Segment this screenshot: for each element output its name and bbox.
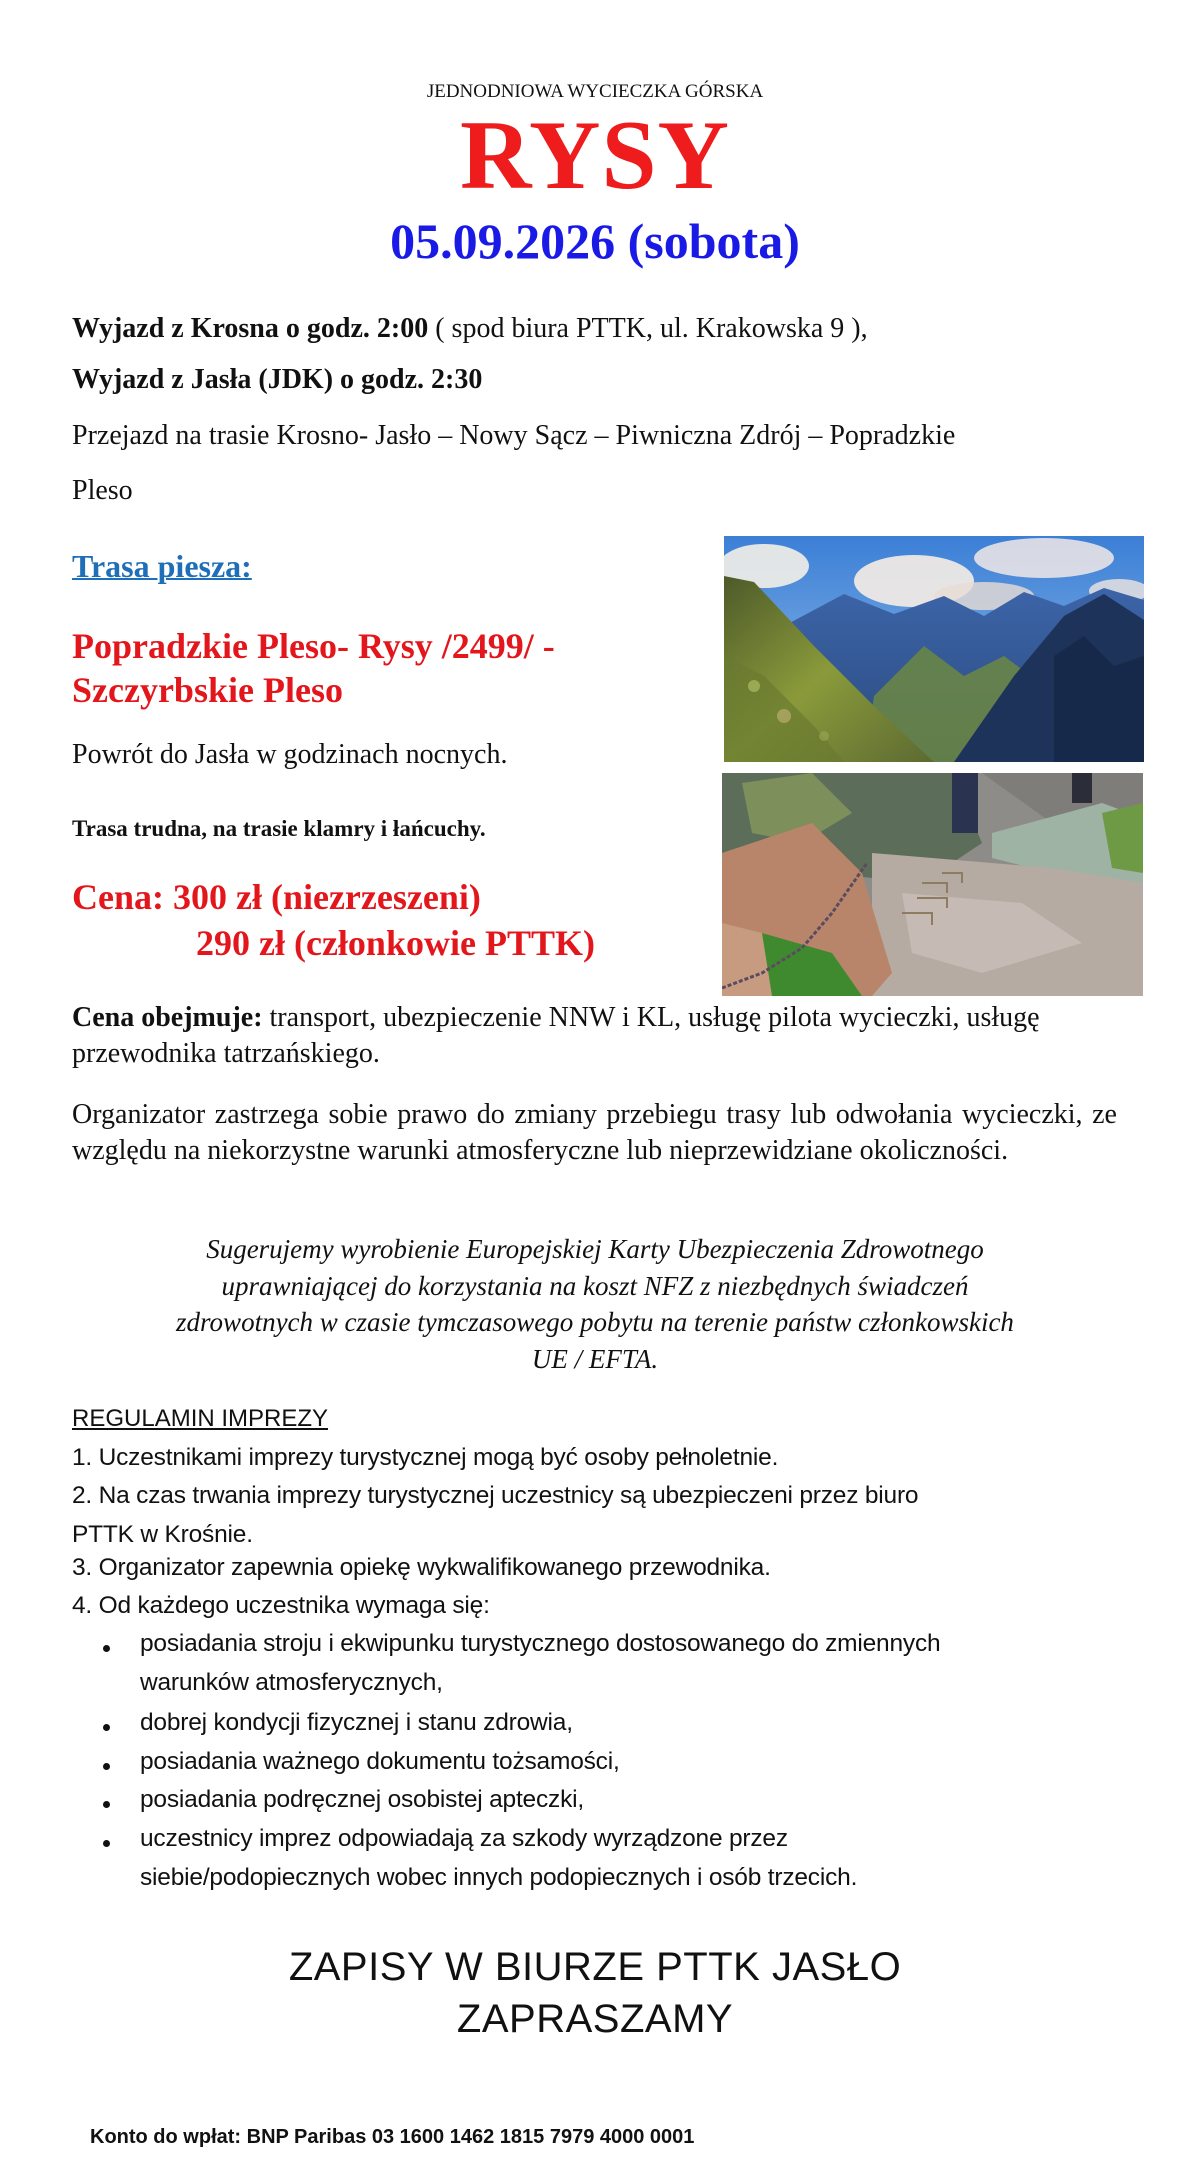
ehic-line-3: zdrowotnych w czasie tymczasowego pobytu na terenie państw członkowskich <box>176 1307 1014 1337</box>
departure-krosno <box>72 312 868 346</box>
bullet-icon <box>103 1763 110 1770</box>
regulation-item-3: 3. Organizator zapewnia opiekę wykwalifikowanego przewodnika. <box>72 1554 771 1581</box>
invitation: ZAPRASZAMY <box>456 1997 734 2041</box>
departure-krosno-place: ( spod biura PTTK, ul. Krakowska 9 ), <box>428 313 868 344</box>
price-includes-label: Cena obejmuje: <box>72 1002 263 1033</box>
ehic-suggestion <box>0 1231 1190 1377</box>
departure-jaslo <box>72 363 482 397</box>
regulation-item-1: 1. Uczestnikami imprezy turystycznej mogą być osoby pełnoletnie. <box>72 1444 779 1471</box>
regulations-heading: REGULAMIN IMPREZY <box>72 1405 329 1432</box>
trip-type-subtitle: JEDNODNIOWA WYCIECZKA GÓRSKA <box>426 81 764 102</box>
transfer-route-line-1: Przejazd na trasie Krosno- Jasło – Nowy Sącz – Piwniczna Zdrój – Popradzkie <box>72 420 956 451</box>
requirement-1-line-1: posiadania stroju i ekwipunku turystycznego dostosowanego do zmiennych <box>140 1630 941 1657</box>
departure-krosno-time: Wyjazd z Krosna o godz. 2:00 <box>72 313 429 344</box>
requirement-3: posiadania ważnego dokumentu tożsamości, <box>140 1748 620 1775</box>
price-non-members: Cena: 300 zł (niezrzeszeni) <box>72 877 481 917</box>
trip-date: 05.09.2026 (sobota) <box>390 213 800 269</box>
ehic-line-1: Sugerujemy wyrobienie Europejskiej Karty Ubezpieczenia Zdrowotnego <box>206 1234 984 1264</box>
bullet-icon <box>103 1645 110 1652</box>
price-includes-text: transport, ubezpieczenie NNW i KL, usługę pilota wycieczki, usługę przewodnika tatrzańskiego. <box>72 1002 1040 1069</box>
trail-heading: Trasa piesza: <box>72 548 252 584</box>
regulation-item-2-line-1: 2. Na czas trwania imprezy turystycznej uczestnicy są ubezpieczeni przez biuro <box>72 1482 919 1509</box>
bullet-icon <box>103 1840 110 1847</box>
bank-account: Konto do wpłat: BNP Paribas 03 1600 1462 1815 7979 4000 0001 <box>90 2126 695 2148</box>
trail-route <box>72 624 555 712</box>
trail-route-line-2: Szczyrbskie Pleso <box>72 670 343 710</box>
price-members: 290 zł (członkowie PTTK) <box>196 923 595 963</box>
regulation-item-4: 4. Od każdego uczestnika wymaga się: <box>72 1592 490 1619</box>
return-info: Powrót do Jasła w godzinach nocnych. <box>72 739 508 770</box>
requirement-2: dobrej kondycji fizycznej i stanu zdrowia, <box>140 1709 573 1736</box>
requirement-5-line-2: siebie/podopiecznych wobec innych podopiecznych i osób trzecich. <box>140 1864 858 1891</box>
chains-and-clamps-trail-photo <box>722 773 1143 996</box>
trail-difficulty: Trasa trudna, na trasie klamry i łańcuchy. <box>72 816 486 841</box>
requirement-4: posiadania podręcznej osobistej apteczki, <box>140 1786 584 1813</box>
bullet-icon <box>103 1724 110 1731</box>
requirement-5-line-1: uczestnicy imprez odpowiadają za szkody wyrządzone przez <box>140 1825 788 1852</box>
departure-jaslo-time: Wyjazd z Jasła (JDK) o godz. 2:30 <box>72 364 483 395</box>
tatra-mountains-panorama-photo <box>724 536 1144 762</box>
signup-info: ZAPISY W BIURZE PTTK JASŁO <box>288 1945 902 1989</box>
price-includes <box>72 1000 1122 1072</box>
trail-route-line-1: Popradzkie Pleso- Rysy /2499/ - <box>72 626 555 666</box>
trip-title: RYSY <box>459 101 731 210</box>
organizer-reservation-note: Organizator zastrzega sobie prawo do zmiany przebiegu trasy lub odwołania wycieczki, ze względu na niekorzystne warunki atmosferyczne lub nieprzewidziane okoliczności. <box>72 1099 1117 1166</box>
ehic-line-4: UE / EFTA. <box>531 1343 659 1374</box>
transfer-route-line-2: Pleso <box>72 475 133 506</box>
regulation-item-2-line-2: PTTK w Krośnie. <box>72 1521 253 1548</box>
bullet-icon <box>103 1801 110 1808</box>
requirement-1-line-2: warunków atmosferycznych, <box>140 1669 443 1696</box>
ehic-line-2: uprawniającej do korzystania na koszt NFZ z niezbędnych świadczeń <box>221 1270 969 1301</box>
